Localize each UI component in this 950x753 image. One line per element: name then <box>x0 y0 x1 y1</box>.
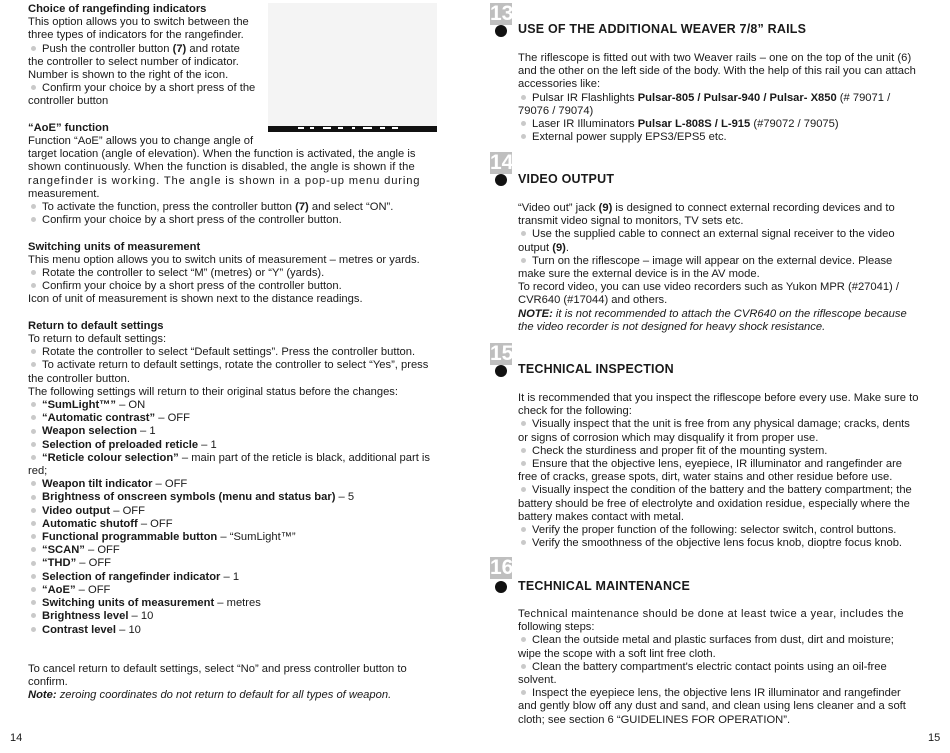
text: is designed to connect external recording devices and to <box>612 202 895 214</box>
default-setting-item <box>28 478 438 491</box>
default-setting-item <box>28 584 438 597</box>
bullet-dot <box>31 521 36 526</box>
bullet-item <box>518 524 928 537</box>
text-line: transmit video signal to monitors, TV sets etc. <box>518 215 744 228</box>
text: External power supply EPS3/EPS5 etc. <box>532 131 727 144</box>
text: and select “ON”. <box>308 201 394 214</box>
default-setting-item <box>28 531 438 544</box>
setting-name: Brightness of onscreen symbols (menu and status bar) <box>42 491 336 504</box>
bullet-item <box>518 228 928 241</box>
section-13-body <box>518 52 928 144</box>
bullet-dot <box>31 627 36 632</box>
setting-name: “SumLight™” <box>42 399 116 412</box>
default-setting-item <box>28 412 438 425</box>
bullet-dot <box>521 231 526 236</box>
text: Visually inspect the condition of the battery and the battery compartment; the <box>532 484 912 497</box>
text-line: CVR640 (#17044) and others. <box>518 294 668 307</box>
section-bullet-icon <box>495 581 507 593</box>
bullet-dot <box>31 455 36 460</box>
setting-value: – OFF <box>75 583 111 596</box>
section-16-body <box>518 608 928 727</box>
text: Confirm your choice by a short press of the <box>42 82 256 95</box>
section-heading: Choice of rangefinding indicators <box>28 3 207 15</box>
text: Verify the smoothness of the objective lens focus knob, dioptre focus knob. <box>532 537 903 550</box>
note-text: it is not recommended to attach the CVR640 on the riflescope because <box>552 307 907 320</box>
text: Verify the proper function of the following: selector switch, control buttons. <box>532 524 897 537</box>
bullet-dot <box>521 134 526 139</box>
bullet-dot <box>521 258 526 263</box>
bullet-item <box>28 43 438 56</box>
section-bullet-icon <box>495 25 507 37</box>
bullet-dot <box>31 415 36 420</box>
text-line: 79076 / 79074) <box>518 104 594 117</box>
bullet-item <box>518 418 928 431</box>
setting-name: “Reticle colour selection” <box>42 451 179 464</box>
bullet-dot <box>521 690 526 695</box>
rangefinder-section <box>28 3 438 109</box>
text: Inspect the eyepiece lens, the objective lens IR illuminator and rangefinder <box>532 687 901 700</box>
text-line: cloth; see section 6 “GUIDELINES FOR OPERATION”. <box>518 713 791 726</box>
default-setting-item <box>28 399 438 412</box>
setting-value: – 1 <box>220 570 240 583</box>
section-heading: TECHNICAL MAINTENANCE <box>518 579 691 593</box>
aoe-section <box>28 122 438 228</box>
default-setting-item <box>28 518 438 531</box>
text: . <box>565 241 570 254</box>
setting-name: “Automatic contrast” <box>42 412 156 425</box>
setting-value: – 5 <box>335 491 355 504</box>
bullet-item <box>518 255 928 268</box>
text: Pulsar IR Flashlights <box>532 91 638 104</box>
default-settings-list <box>28 478 438 636</box>
bullet-item <box>518 458 928 471</box>
section-bullet-icon <box>495 365 507 377</box>
setting-value: – OFF <box>84 544 120 557</box>
text: To activate return to default settings, rotate the controller to select “Yes”, press <box>42 359 429 372</box>
bullet-dot <box>31 534 36 539</box>
text-line: red; <box>28 465 48 478</box>
text-line: Number is shown to the right of the icon. <box>28 69 229 82</box>
text-line: The riflescope is fitted out with two Weaver rails – one on the top of the unit (6) <box>518 52 912 64</box>
section-14-body <box>518 202 928 334</box>
setting-value: – 10 <box>116 623 141 636</box>
text: (#79072 / 79075) <box>750 118 839 131</box>
setting-value: – OFF <box>110 504 145 517</box>
text-line: This menu option allows you to switch units of measurement – metres or yards. <box>28 253 420 266</box>
section-number: 13 <box>490 2 514 25</box>
setting-name: Weapon selection <box>42 425 137 438</box>
setting-value: – 10 <box>128 610 154 623</box>
bullet-dot <box>31 587 36 592</box>
bullet-dot <box>521 421 526 426</box>
setting-name: Switching units of measurement <box>42 597 215 610</box>
setting-value: – OFF <box>137 517 173 530</box>
text: Clean the outside metal and plastic surfaces from dust, dirt and moisture; <box>532 634 894 647</box>
text-line: the controller to select number of indicator. <box>28 55 239 68</box>
setting-value: – OFF <box>155 412 190 425</box>
bullet-dot <box>31 429 36 434</box>
text-line: target location (angle of elevation). When the function is activated, the angle is <box>28 148 416 161</box>
setting-value: – OFF <box>152 478 188 491</box>
section-number: 14 <box>490 151 514 174</box>
default-setting-item <box>28 624 438 637</box>
text-line: the controller button. <box>28 372 130 385</box>
default-setting-item <box>28 452 438 465</box>
section-heading: Return to default settings <box>28 319 164 332</box>
text-line: It is recommended that you inspect the riflescope before every use. Make sure to <box>518 392 919 404</box>
section-heading: “AoE” function <box>28 121 109 134</box>
bullet-dot <box>31 46 36 51</box>
bullet-item <box>518 634 928 647</box>
bullet-item <box>518 118 928 131</box>
section-15-body <box>518 392 928 550</box>
text: Rotate the controller to select “M” (metres) or “Y” (yards). <box>42 267 325 280</box>
bullet-item <box>518 131 928 144</box>
text-line: To return to default settings: <box>28 333 167 346</box>
bullet-dot <box>521 664 526 669</box>
bullet-dot <box>31 574 36 579</box>
text-line: and gently blow off any dust and sand, and clean using lens cleaner and a soft <box>518 700 906 713</box>
bullet-item <box>518 484 928 497</box>
text-line: following steps: <box>518 621 595 634</box>
text-line: three types of indicators for the rangefinder. <box>28 29 244 42</box>
bullet-item <box>518 687 928 700</box>
bullet-dot <box>521 637 526 642</box>
setting-name: Contrast level <box>42 623 116 636</box>
setting-name: Weapon tilt indicator <box>42 478 153 491</box>
text-line: measurement. <box>28 187 100 200</box>
text-line: controller button <box>28 95 109 108</box>
bullet-dot <box>521 527 526 532</box>
text-line: confirm. <box>28 676 68 689</box>
bullet-item <box>28 201 438 214</box>
section-heading: VIDEO OUTPUT <box>518 172 615 186</box>
text-line: make sure the external device is in the AV mode. <box>518 268 760 281</box>
note-label: NOTE: <box>518 307 553 320</box>
bullet-dot <box>521 461 526 466</box>
bullet-item <box>28 214 438 227</box>
bullet-dot <box>521 540 526 545</box>
bold-text: (9) <box>598 202 613 214</box>
text-line: battery should be free of electrolyte and oxidation residue, especially where the <box>518 497 910 510</box>
text: Confirm your choice by a short press of the controller button. <box>42 280 342 293</box>
section-bullet-icon <box>495 174 507 186</box>
text-line: check for the following: <box>518 405 632 418</box>
left-page <box>28 3 438 703</box>
bullet-dot <box>31 508 36 513</box>
bullet-item <box>28 280 438 293</box>
bullet-item <box>518 445 928 458</box>
bullet-dot <box>31 283 36 288</box>
setting-value: – OFF <box>76 557 111 570</box>
bullet-dot <box>31 349 36 354</box>
text-line: Function “AoE” allows you to change angle of <box>28 135 254 148</box>
text-line: wipe the scope with a soft lint free cloth. <box>518 647 716 660</box>
bullet-dot <box>31 85 36 90</box>
text-line: accessories like: <box>518 78 601 91</box>
bullet-item <box>518 92 928 105</box>
default-setting-item <box>28 610 438 623</box>
text: (# 79071 / <box>836 91 891 104</box>
setting-name: “SCAN” <box>42 544 85 557</box>
bullet-item <box>28 346 438 359</box>
text: To activate the function, press the controller button <box>42 201 296 214</box>
bold-text: Pulsar L-808S / L-915 <box>637 118 751 131</box>
text-line: free of cracks, grease spots, dirt, water stains and other residue before use. <box>518 471 893 484</box>
bullet-dot <box>31 561 36 566</box>
text: and rotate <box>186 42 240 55</box>
setting-value: – ON <box>115 399 146 412</box>
text: Laser IR Illuminators <box>532 118 638 131</box>
text: Turn on the riflescope – image will appear on the external device. Please <box>532 254 893 267</box>
setting-value: – 1 <box>198 438 217 451</box>
setting-name: Video output <box>42 504 111 517</box>
default-setting-item <box>28 439 438 452</box>
bullet-dot <box>521 448 526 453</box>
bullet-item <box>518 537 928 550</box>
text-line: The following settings will return to their original status before the changes: <box>28 385 399 398</box>
text: Use the supplied cable to connect an external signal receiver to the video <box>532 228 895 241</box>
bold-text: (9) <box>552 241 566 254</box>
section-number: 15 <box>490 342 514 365</box>
text-line: Icon of unit of measurement is shown next to the distance readings. <box>28 293 363 306</box>
default-setting-item <box>28 491 438 504</box>
bullet-item <box>518 661 928 674</box>
default-setting-item <box>28 425 438 438</box>
text-line <box>518 242 928 255</box>
text: “Video out” jack <box>518 202 599 214</box>
bold-text: (7) <box>172 42 187 55</box>
text-line: To cancel return to default settings, select “No” and press controller button to <box>28 663 407 676</box>
setting-value: – “SumLight™” <box>217 531 296 544</box>
bullet-dot <box>31 547 36 552</box>
setting-name: Automatic shutoff <box>42 517 138 530</box>
setting-name: Functional programmable button <box>42 531 218 544</box>
note-label: Note: <box>28 689 57 702</box>
text-line: or signs of corrosion which may disqualify it from proper use. <box>518 431 819 444</box>
default-setting-item <box>28 597 438 610</box>
setting-name: “AoE” <box>42 583 76 596</box>
note-text: zeroing coordinates do not return to default for all types of weapon. <box>56 689 392 702</box>
bullet-dot <box>31 600 36 605</box>
bullet-item <box>28 359 438 372</box>
text-line: solvent. <box>518 674 557 687</box>
bold-text: Pulsar-805 / Pulsar-940 / Pulsar- X850 <box>637 91 837 104</box>
default-setting-item <box>28 505 438 518</box>
bullet-dot <box>521 121 526 126</box>
text: Confirm your choice by a short press of the controller button. <box>42 214 342 227</box>
bullet-dot <box>521 487 526 492</box>
setting-name: “THD” <box>42 557 77 570</box>
section-heading: USE OF THE ADDITIONAL WEAVER 7/8” RAILS <box>518 22 807 36</box>
bullet-dot <box>521 95 526 100</box>
setting-name: Selection of preloaded reticle <box>42 438 199 451</box>
bullet-dot <box>31 362 36 367</box>
text-line: Technical maintenance should be done at least twice a year, includes the <box>518 608 904 620</box>
bullet-dot <box>31 481 36 486</box>
text: Rotate the controller to select “Default settings”. Press the controller button. <box>42 346 416 359</box>
text: Clean the battery compartment's electric contact points using an oil-free <box>532 660 887 673</box>
setting-value: – 1 <box>136 425 156 438</box>
page-number: 15 <box>928 731 941 744</box>
bullet-dot <box>31 442 36 447</box>
default-setting-item <box>28 544 438 557</box>
section-heading: Switching units of measurement <box>28 240 201 253</box>
default-settings-list <box>28 399 438 465</box>
bullet-item <box>28 82 438 95</box>
text-line: and the other on the left side of the body. With the help of this rail you can attach <box>518 65 916 78</box>
section-number: 16 <box>490 556 514 579</box>
default-setting-item <box>28 557 438 570</box>
text-line: rangefinder is working. The angle is shown in a pop-up menu during <box>28 174 421 187</box>
default-setting-item <box>28 571 438 584</box>
bold-text: (7) <box>295 201 309 214</box>
text-line: shown continuously. When the function is disabled, the angle is shown if the <box>28 161 415 174</box>
text-line <box>518 202 928 215</box>
text: output <box>518 241 553 254</box>
note-line <box>28 689 438 702</box>
setting-value: – main part of the reticle is black, additional part is <box>178 451 431 464</box>
note-line: the video recorder is not designed for heavy shock resistance. <box>518 320 826 333</box>
reset-section <box>28 320 438 703</box>
setting-name: Selection of rangefinder indicator <box>42 570 221 583</box>
bullet-item <box>28 267 438 280</box>
text-line: This option allows you to switch between the <box>28 16 249 29</box>
bullet-dot <box>31 495 36 500</box>
note-line <box>518 308 928 321</box>
bullet-dot <box>31 402 36 407</box>
text: Push the controller button <box>42 42 173 55</box>
text-line: To record video, you can use video recorders such as Yukon MPR (#27041) / <box>518 281 899 294</box>
setting-value: – metres <box>214 597 261 610</box>
text: Check the sturdiness and proper fit of the mounting system. <box>532 444 828 457</box>
text: Visually inspect that the unit is free from any physical damage; cracks, dents <box>532 418 910 431</box>
bullet-dot <box>31 270 36 275</box>
units-section <box>28 241 438 307</box>
bullet-dot <box>31 204 36 209</box>
page-number: 14 <box>10 731 23 744</box>
bullet-dot <box>31 613 36 618</box>
section-heading: TECHNICAL INSPECTION <box>518 362 674 376</box>
text-line: battery makes contact with metal. <box>518 510 685 523</box>
setting-name: Brightness level <box>42 610 129 623</box>
text: Ensure that the objective lens, eyepiece, IR illuminator and rangefinder are <box>532 458 903 471</box>
bullet-dot <box>31 217 36 222</box>
